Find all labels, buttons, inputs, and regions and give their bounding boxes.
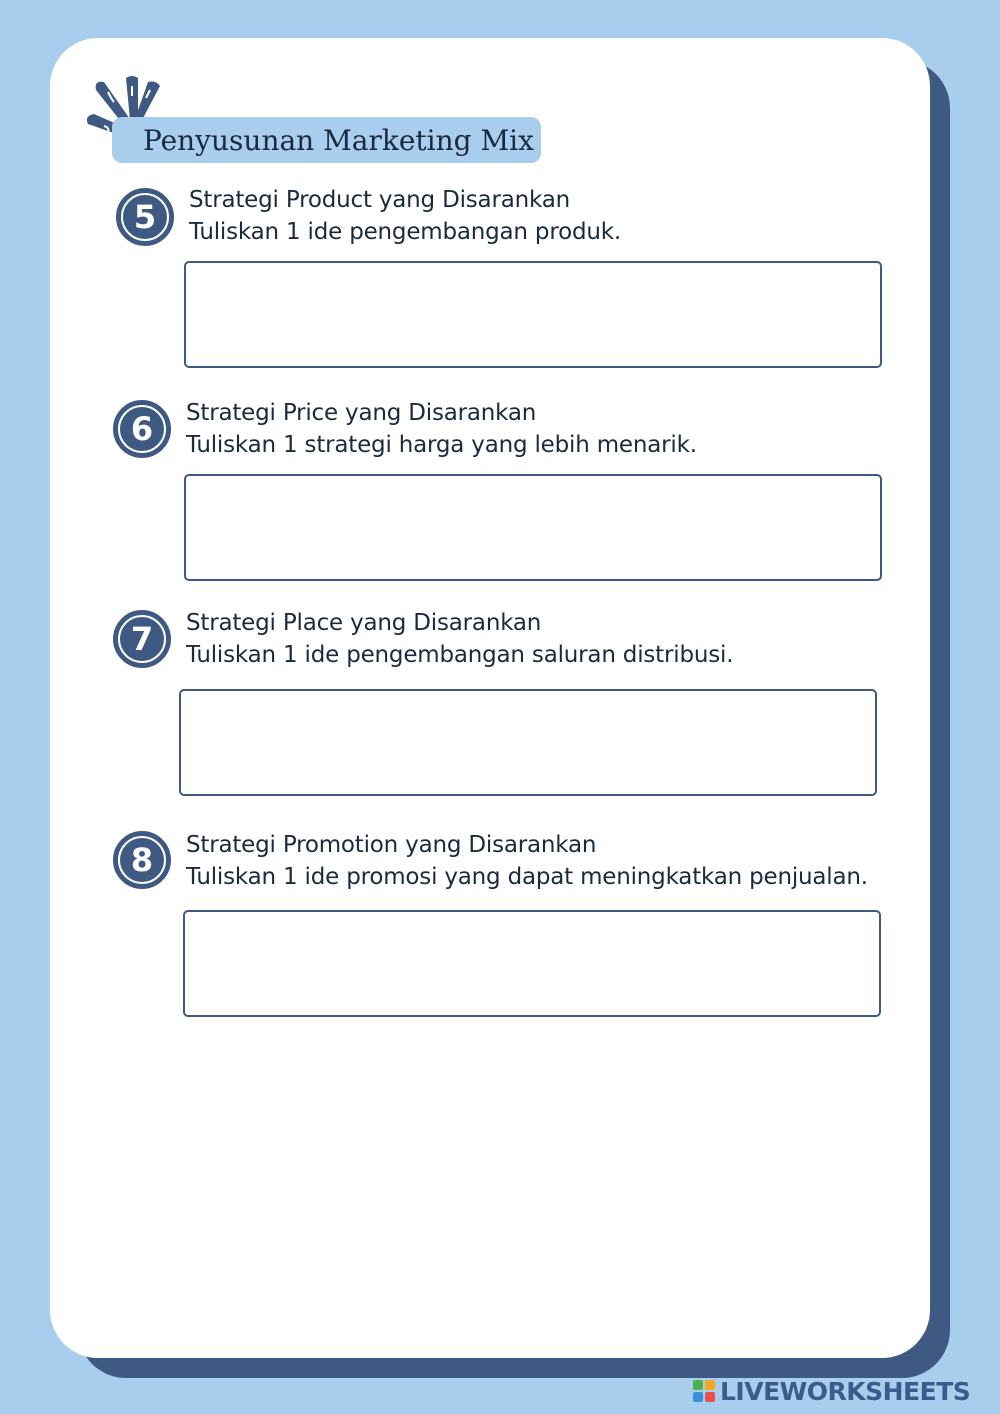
answer-input-place[interactable] bbox=[179, 689, 877, 796]
footer-brand[interactable] bbox=[692, 1375, 970, 1407]
question-instruction: Tuliskan 1 ide pengembangan produk. bbox=[189, 219, 621, 245]
question-number-badge bbox=[113, 610, 171, 668]
answer-input-promotion[interactable] bbox=[183, 910, 881, 1017]
question-number-badge bbox=[113, 831, 171, 889]
question-title: Strategi Product yang Disarankan bbox=[189, 187, 570, 213]
question-instruction: Tuliskan 1 strategi harga yang lebih menarik. bbox=[186, 432, 697, 458]
page-title: Penyusunan Marketing Mix bbox=[143, 124, 534, 157]
question-number-badge bbox=[113, 400, 171, 458]
question-number: 5 bbox=[133, 198, 157, 236]
question-number: 8 bbox=[130, 841, 154, 879]
question-number-badge bbox=[116, 188, 174, 246]
liveworksheets-logo-icon bbox=[692, 1379, 716, 1403]
answer-input-product[interactable] bbox=[184, 261, 882, 368]
question-instruction: Tuliskan 1 ide promosi yang dapat meningkatkan penjualan. bbox=[186, 864, 868, 890]
question-title: Strategi Price yang Disarankan bbox=[186, 400, 537, 426]
question-number: 7 bbox=[130, 620, 154, 658]
question-title: Strategi Promotion yang Disarankan bbox=[186, 832, 597, 858]
question-instruction: Tuliskan 1 ide pengembangan saluran distribusi. bbox=[186, 642, 734, 668]
answer-input-price[interactable] bbox=[184, 474, 882, 581]
footer-brand-text: LIVEWORKSHEETS bbox=[720, 1376, 971, 1406]
question-number: 6 bbox=[130, 410, 154, 448]
question-title: Strategi Place yang Disarankan bbox=[186, 610, 542, 636]
